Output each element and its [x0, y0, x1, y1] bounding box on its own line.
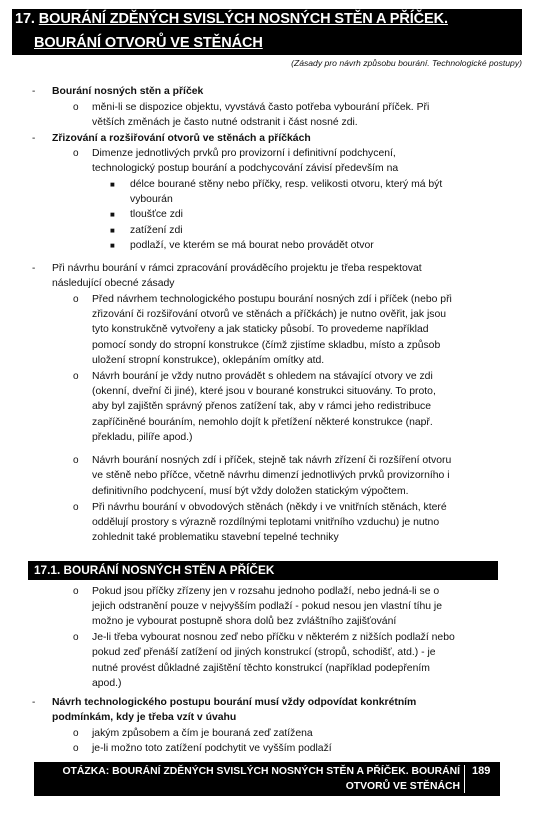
text-line: ve stěně nebo příčce, včetně návrhu dimenzí jednotlivých prvků provizorního i	[92, 470, 450, 481]
circle-bullet: o	[73, 371, 79, 382]
text-line: měni-li se dispozice objektu, vyvstává často potřeba vybourání příček. Při	[92, 102, 430, 113]
text-line: jakým způsobem a čím je bouraná zeď zatížena	[92, 728, 313, 739]
footer-question-line1: OTÁZKA: BOURÁNÍ ZDĚNÝCH SVISLÝCH NOSNÝCH STĚN A PŘÍČEK. BOURÁNÍ	[62, 766, 460, 777]
page-footer	[34, 762, 500, 796]
circle-bullet: o	[73, 102, 79, 113]
text-line: Při návrhu bourání v rámci zpracování prováděcího projektu je třeba respektovat	[52, 263, 422, 274]
text-line: následující obecné zásady	[52, 278, 175, 289]
circle-bullet: o	[73, 586, 79, 597]
text-line: Zřizování a rozšiřování otvorů ve stěnách a příčkách	[52, 133, 311, 144]
text-line: uložení stropní konstrukce), oklepáním omítky atd.	[92, 355, 325, 366]
text-line: nutné provést důkladné zajištění těchto konstrukcí (například podepřením	[92, 663, 430, 674]
text-line: pokud zeď přenáší zatížení od jiných konstrukcí (stropů, schodišť, atd.) - je	[92, 647, 436, 658]
text-line: je-li možno toto zatížení podchytit ve vyšším podlaží	[92, 743, 332, 754]
text-line: překladu, pilíře apod.)	[92, 432, 193, 443]
dash-bullet: -	[32, 263, 36, 274]
text-line: pomocí sondy do stropní konstrukce (čímž zjistíme skladbu, místo a způsob	[92, 340, 441, 351]
dash-bullet: -	[32, 697, 36, 708]
text-line: technologický postup bourání a podchycování závisí především na	[92, 163, 399, 174]
text-line: Návrh bourání je vždy nutno provádět s ohledem na stávající otvory ve zdi	[92, 371, 433, 382]
text-line: zřizování či rozšiřování otvorů ve stěnách a příčkách) je nutno ověřit, jak jsou	[92, 309, 447, 320]
text-line: Před návrhem technologického postupu bourání nosných zdí i příček (nebo při	[92, 294, 452, 305]
text-line: Návrh technologického postupu bourání musí vždy odpovídat konkrétním	[52, 697, 417, 708]
circle-bullet: o	[73, 455, 79, 466]
circle-bullet: o	[73, 294, 79, 305]
text-line: tloušťce zdi	[130, 209, 183, 220]
text-line: Dimenze jednotlivých prvků pro provizorní i definitivní podchycení,	[92, 148, 396, 159]
footer-question-line2: OTVORŮ VE STĚNÁCH	[345, 781, 460, 792]
square-bullet: ■	[110, 180, 115, 189]
chapter-title-line1	[15, 11, 448, 27]
text-line: jejich odstranění pouze v nejvyšším podlaží - pokud nesou jen vlastní tíhu je	[92, 601, 443, 612]
chapter-subtitle: (Zásady pro návrh způsobu bourání. Technologické postupy)	[291, 58, 522, 68]
dash-bullet: -	[32, 133, 36, 144]
section-heading: 17.1. BOURÁNÍ NOSNÝCH STĚN A PŘÍČEK	[28, 561, 498, 580]
circle-bullet: o	[73, 632, 79, 643]
text-line: Pokud jsou příčky zřízeny jen v rozsahu jednoho podlaží, nebo jedná-li se o	[92, 586, 440, 597]
circle-bullet: o	[73, 743, 79, 754]
circle-bullet: o	[73, 148, 79, 159]
text-line: definitivního podchycení, musí být vždy doložen statickým výpočtem.	[92, 486, 409, 497]
text-line: apod.)	[92, 678, 122, 689]
page-number: 189	[472, 765, 491, 777]
chapter-title-main: BOURÁNÍ ZDĚNÝCH SVISLÝCH NOSNÝCH STĚN A PŘÍČEK.	[38, 11, 448, 27]
text-line: aby byl zajištěn správný přenos zatížení tak, aby v rámci jeho redistribuce	[92, 401, 432, 412]
text-line: zatížení zdi	[130, 225, 183, 236]
text-line: tyto konstrukčně vytvořeny a jak staticky působí. To provedeme například	[92, 324, 429, 335]
chapter-number: 17.	[15, 11, 35, 27]
text-line: Návrh bourání nosných zdí i příček, stejně tak návrh zřízení či rozšíření otvoru	[92, 455, 452, 466]
footer-divider	[464, 765, 465, 793]
square-bullet: ■	[110, 241, 115, 250]
chapter-title-line2: BOURÁNÍ OTVORŮ VE STĚNÁCH	[34, 35, 263, 51]
square-bullet: ■	[110, 226, 115, 235]
text-line: Při návrhu bourání v obvodových stěnách (někdy i ve vnitřních stěnách, které	[92, 502, 447, 513]
text-line: Bourání nosných stěn a příček	[52, 86, 204, 97]
footer-question	[34, 764, 460, 794]
text-line: zapříčiněné bouráním, nemohlo dojít k přetížení některé konstrukce (např.	[92, 417, 433, 428]
text-line: délce bourané stěny nebo příčky, resp. velikosti otvoru, který má být	[130, 179, 443, 190]
text-line: podmínkám, kdy je třeba vzít v úvahu	[52, 712, 237, 723]
text-line: Je-li třeba vybourat nosnou zeď nebo příčku v některém z nižších podlaží nebo	[92, 632, 455, 643]
dash-bullet: -	[32, 86, 36, 97]
circle-bullet: o	[73, 728, 79, 739]
text-line: možno je vybourat postupně shora dolů bez zvláštního zajišťování	[92, 616, 397, 627]
text-line: vybourán	[130, 194, 173, 205]
circle-bullet: o	[73, 502, 79, 513]
text-line: zohlednit také problematiku stavební tepelné techniky	[92, 532, 339, 543]
text-line: větších změnách je často nutné odstranit i část nosné zdi.	[92, 117, 358, 128]
text-line: podlaží, ve kterém se má bourat nebo provádět otvor	[130, 240, 374, 251]
square-bullet: ■	[110, 210, 115, 219]
text-line: oddělují prostory s výrazně rozdílnými teplotami vnitřního vzduchu) je nutno	[92, 517, 440, 528]
chapter-title-block	[12, 9, 522, 55]
text-line: (okenní, dveřní či jiné), které jsou v bourané konstrukci situovány. To proto,	[92, 386, 436, 397]
